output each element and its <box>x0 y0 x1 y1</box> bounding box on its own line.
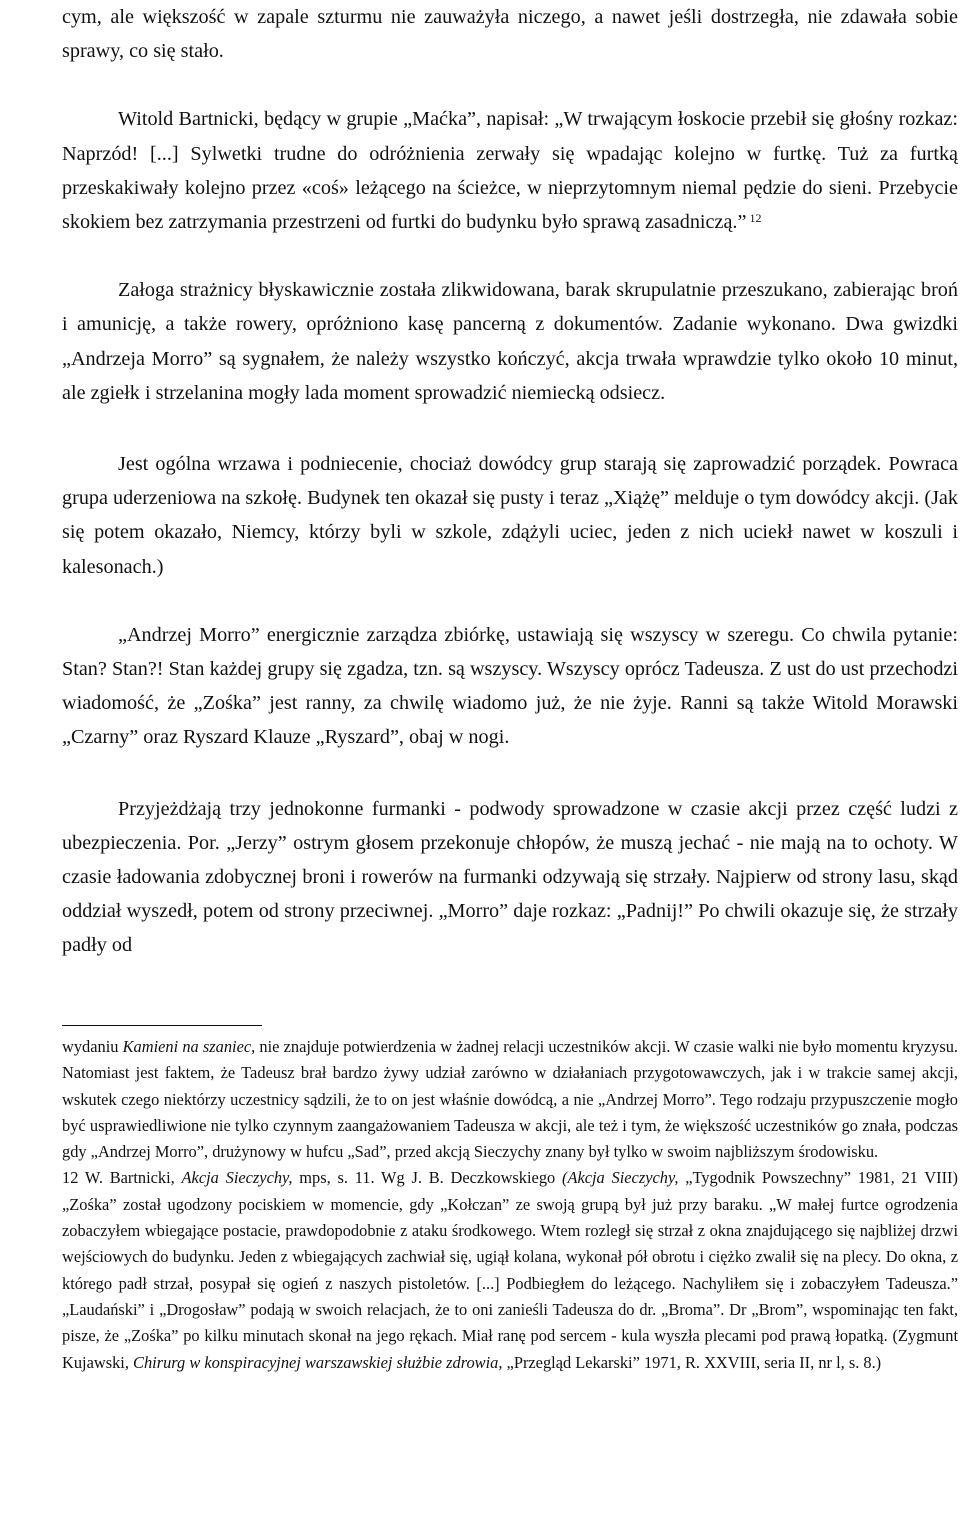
document-page <box>62 0 958 1524</box>
footnote-title-italic: Kamieni na szaniec, <box>122 1037 256 1056</box>
paragraph-4: Jest ogólna wrzawa i podniecenie, chociaż dowódcy grup starają się zaprowadzić porządek. Powraca grupa uderzeniowa na szkołę. Budynek ten okazał się pusty i teraz „Xiążę” melduje o tym dowódcy akcji. (Jak się potem okazało, Niemcy, którzy byli w szkole, zdążyli uciec, jeden z nich uciekł nawet w koszuli i kalesonach.) <box>62 453 958 578</box>
footnote-text: mps, s. 11. Wg J. B. Deczkowskiego <box>292 1168 562 1188</box>
footnote-divider <box>62 1025 262 1026</box>
footnotes <box>62 1034 958 1376</box>
paragraph-2-text: Witold Bartnicki, będący w grupie „Maćka”, napisał: „W trwającym łoskocie przebił się głośny rozkaz: Naprzód! [...] Sylwetki trudne do odróżnienia zerwały się wpadając kolejno w furtkę. Tuż za furtką przeskakiwały kolejno przez «coś» leżącego na ścieżce, w nieprzytomnym niemal pędzie do sieni. Przebycie skokiem bez zatrzymania przestrzeni od furtki do budynku było sprawą zasadniczą.” <box>62 108 958 234</box>
footnote-title-italic: Chirurg w konspiracyjnej warszawskiej służbie zdrowia, <box>133 1352 503 1372</box>
footnote-title-italic: Akcja Sieczychy, <box>181 1168 293 1188</box>
footnote-title-italic: (Akcja Sieczychy, <box>561 1168 679 1188</box>
footnote-text: wydaniu <box>62 1037 123 1056</box>
footnote-12 <box>62 1165 958 1375</box>
paragraph-1: cym, ale większość w zapale szturmu nie zauważyła niczego, a nawet jeśli dostrzegła, nie zdawała sobie sprawy, co się stało. <box>62 6 958 63</box>
footnote-ref-12: 12 <box>749 211 762 226</box>
footnote-text: „Przegląd Lekarski” 1971, R. XXVIII, seria II, nr l, s. 8.) <box>502 1352 882 1372</box>
paragraph-2 <box>62 102 958 239</box>
footnote-text: 12 W. Bartnicki, <box>62 1168 182 1188</box>
main-text <box>62 0 958 963</box>
paragraph-6: Przyjeżdżają trzy jednokonne furmanki - podwody sprowadzone w czasie akcji przez część ludzi z ubezpieczenia. Por. „Jerzy” ostrym głosem przekonuje chłopów, że muszą jechać - nie mają na to ochoty. W czasie ładowania zdobycznej broni i rowerów na furmanki odzywają się strzały. Najpierw od strony lasu, skąd oddział wyszedł, potem od strony przeciwnej. „Morro” daje rozkaz: „Padnij!” Po chwili okazuje się, że strzały padły od <box>62 797 958 957</box>
footnote-continued <box>62 1034 958 1165</box>
footnote-text: „Tygodnik Powszechny” 1981, 21 VIII) „Zośka” został ugodzony pociskiem w momencie, gdy „Kołczan” ze swoją grupą był już przy baraku. „W małej furtce ogrodzenia zobaczyłem wbiegające postacie, prawdopodobnie z ataku środkowego. Wtem rozległ się strzał z okna znajdującego się najbliżej drzwi wejściowych do budynku. Jeden z wbiegających zachwiał się, ugiął kolana, wykonał pół obrotu i ciężko zwalił się na plecy. Do okna, z którego padł strzał, posypał się ogień z naszych pistoletów. [...] Podbiegłem do leżącego. Nachyliłem się i zobaczyłem Tadeusza.” „Laudański” i „Drogosław” podają w swoich relacjach, że to oni zanieśli Tadeusza do dr. „Broma”. Dr „Brom”, wspominając ten fakt, pisze, że „Zośka” po kilku minutach skonał na jego rękach. Miał ranę pod sercem - kula wyszła plecami pod prawą łopatką. (Zygmunt Kujawski, <box>62 1168 958 1372</box>
paragraph-5: „Andrzej Morro” energicznie zarządza zbiórkę, ustawiają się wszyscy w szeregu. Co chwila pytanie: Stan? Stan?! Stan każdej grupy się zgadza, tzn. są wszyscy. Wszyscy oprócz Tadeusza. Z ust do ust przechodzi wiadomość, że „Zośka” jest ranny, za chwilę wiadomo już, że nie żyje. Ranni są także Witold Morawski „Czarny” oraz Ryszard Klauze „Ryszard”, obaj w nogi. <box>62 623 958 749</box>
paragraph-3: Załoga strażnicy błyskawicznie została zlikwidowana, barak skrupulatnie przeszukano, zabierając broń i amunicję, a także rowery, opróżniono kasę pancerną z dokumentów. Zadanie wykonano. Dwa gwizdki „Andrzeja Morro” są sygnałem, że należy wszystko kończyć, akcja trwała wprawdzie tylko około 10 minut, ale zgiełk i strzelanina mogły lada moment sprowadzić niemiecką odsiecz. <box>62 279 958 404</box>
footnote-text: nie znajduje potwierdzenia w żadnej relacji uczestników akcji. W czasie walki nie było momentu kryzysu. Natomiast jest faktem, że Tadeusz brał bardzo żywy udział zarówno w działaniach przygotowawczych, jak i w trakcie samej akcji, wskutek czego niektórzy uczestnicy sądzili, że to on jest właśnie dowódcą, a nie „Andrzej Morro”. Tego rodzaju przypuszczenie mogło być usprawiedliwione nie tylko czynnym zaangażowaniem Tadeusza w akcji, ale też i tym, że większość uczestników go znała, podczas gdy „Andrzej Morro”, drużynowy w hufcu „Sad”, przed akcją Sieczychy znany był tylko w swoim najbliższym środowisku. <box>62 1037 958 1162</box>
